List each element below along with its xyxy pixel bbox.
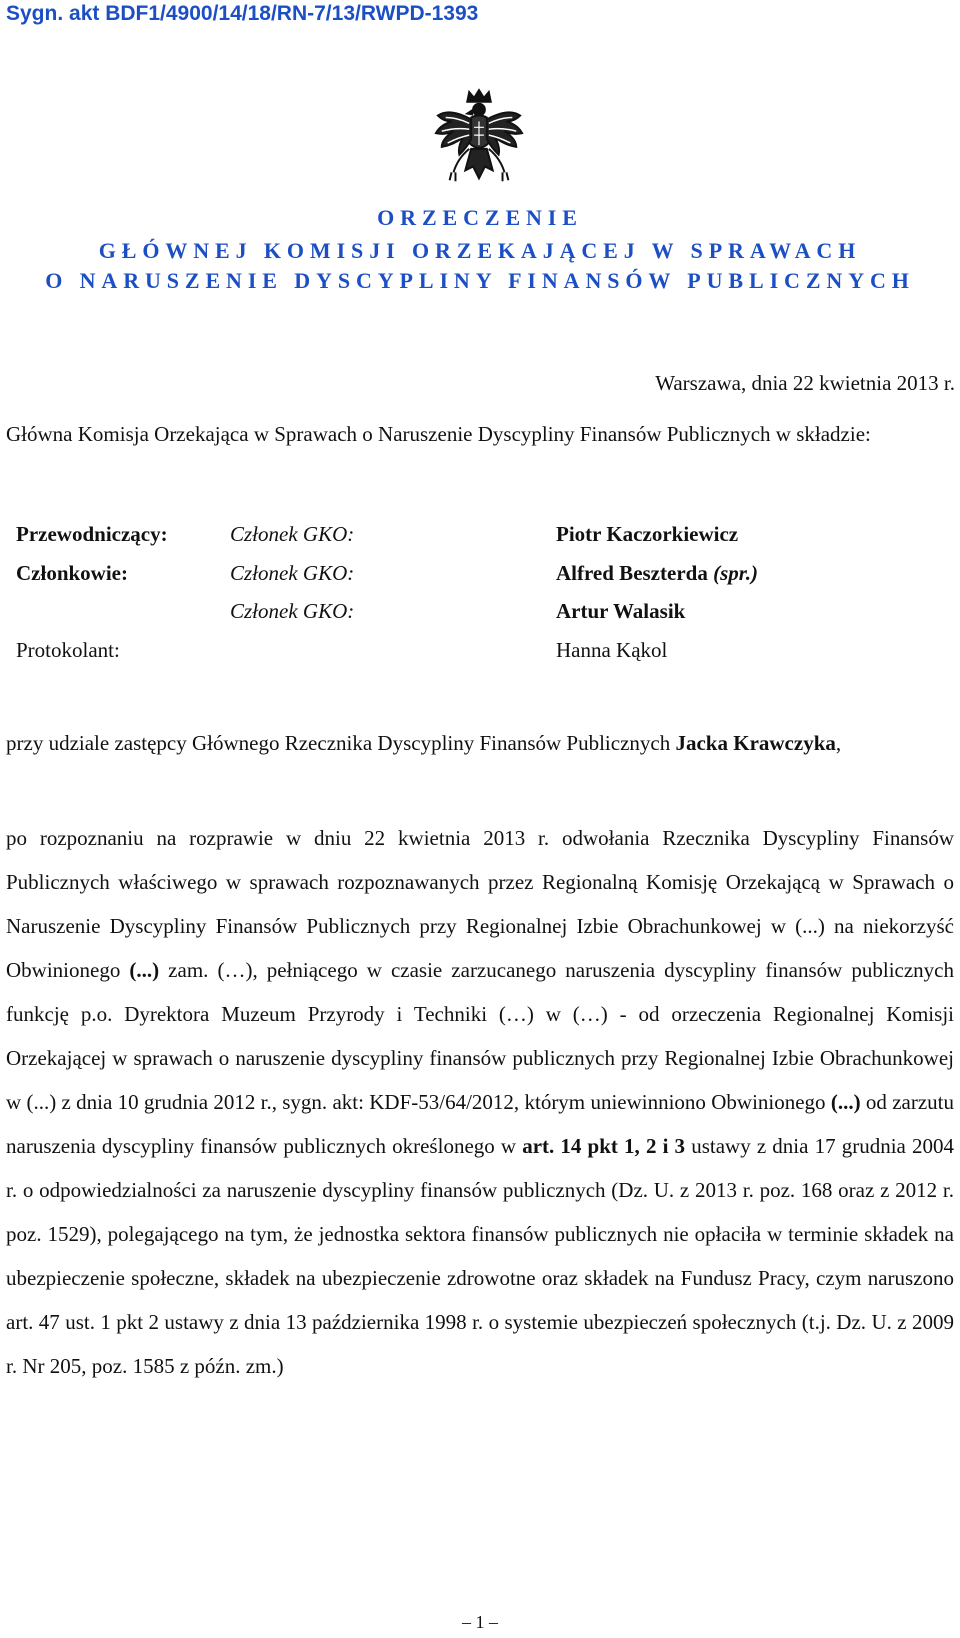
chair-role: Przewodniczący: — [16, 522, 168, 546]
member2-title: Członek GKO: — [230, 599, 355, 623]
issuer-line-2: O NARUSZENIE DYSCYPLINY FINANSÓW PUBLICZNYCH — [45, 268, 915, 293]
body-text-4: ustawy z dnia 17 grudnia 2004 r. o odpowiedzialności za naruszenie dyscypliny finansów publicznych (Dz. U. z 2013 r. poz. 168 oraz z 2012 r. poz. 1529), polegającego na tym, że jednostka sektora finansów publicznych nie opłaciła w terminie składek na ubezpieczenie społeczne, składek na ubezpieczenie zdrowotne oraz składek na Fundusz Pracy, czym naruszono art. 47 ust. 1 pkt 2 ustawy z dnia 13 października 1998 r. o systemie ubezpieczeń społecznych (t.j. Dz. U. z 2009 r. Nr 205, poz. 1585 z późn. zm.) — [6, 1134, 955, 1378]
participation-text: przy udziale zastępcy Głównego Rzecznika Dyscypliny Finansów Publicznych — [6, 731, 676, 755]
place-and-date: Warszawa, dnia 22 kwietnia 2013 r. — [655, 371, 955, 395]
intro-paragraph: Główna Komisja Orzekająca w Sprawach o Naruszenie Dyscypliny Finansów Publicznych w składzie: — [6, 422, 871, 446]
body-bold-1: (...) — [129, 958, 160, 982]
polish-eagle-emblem-icon — [430, 88, 528, 196]
chair-name: Piotr Kaczorkiewicz — [556, 522, 739, 546]
issuer-line-1: GŁÓWNEJ KOMISJI ORZEKAJĄCEJ W SPRAWACH — [98, 238, 862, 263]
clerk-name: Hanna Kąkol — [556, 638, 668, 662]
member1-title: Członek GKO: — [230, 561, 355, 585]
body-bold-3: art. 14 pkt 1, 2 i 3 — [522, 1134, 686, 1158]
clerk-role: Protokolant: — [16, 638, 120, 662]
case-signature: Sygn. akt BDF1/4900/14/18/RN-7/13/RWPD-1393 — [6, 2, 479, 25]
member1-name: Alfred Beszterda — [556, 561, 708, 585]
document-title: ORZECZENIE — [377, 205, 583, 230]
body-text-1: po rozpoznaniu na rozprawie w dniu 22 kwietnia 2013 r. odwołania Rzecznika Dyscypliny Finansów Publicznych właściwego w sprawach rozpoznawanych przez Regionalną Komisję Orzekającą w Sprawach o Naruszenie Dyscypliny Finansów Publicznych przy Regionalnej Izbie Obrachunkowej w (...) na niekorzyść Obwinionego — [6, 826, 954, 982]
decision-paragraph — [6, 816, 954, 1388]
members-role: Członkowie: — [16, 561, 128, 585]
participation-suffix: , — [835, 731, 842, 755]
chair-title: Członek GKO: — [230, 522, 355, 546]
page-number: – 1 – — [462, 1612, 498, 1632]
member1-note: (spr.) — [713, 561, 759, 585]
body-text-2: zam. (…), pełniącego w czasie zarzucanego naruszenia dyscypliny finansów publicznych funkcję p.o. Dyrektora Muzeum Przyrody i Techniki (…) w (…) - od orzeczenia Regionalnej Komisji Orzekającej w sprawach o naruszenie dyscypliny finansów publicznych przy Regionalnej Izbie Obrachunkowej w (...) z dnia 10 grudnia 2012 r., sygn. akt: KDF-53/64/2012, którym uniewinniono Obwinionego — [6, 958, 954, 1114]
body-bold-2: (...) — [830, 1090, 861, 1114]
body-text-3: od zarzutu naruszenia dyscypliny finansów publicznych określonego w — [6, 1090, 954, 1158]
member2-name: Artur Walasik — [556, 599, 686, 623]
participation-paragraph — [6, 721, 954, 765]
deputy-name: Jacka Krawczyka — [675, 731, 836, 755]
